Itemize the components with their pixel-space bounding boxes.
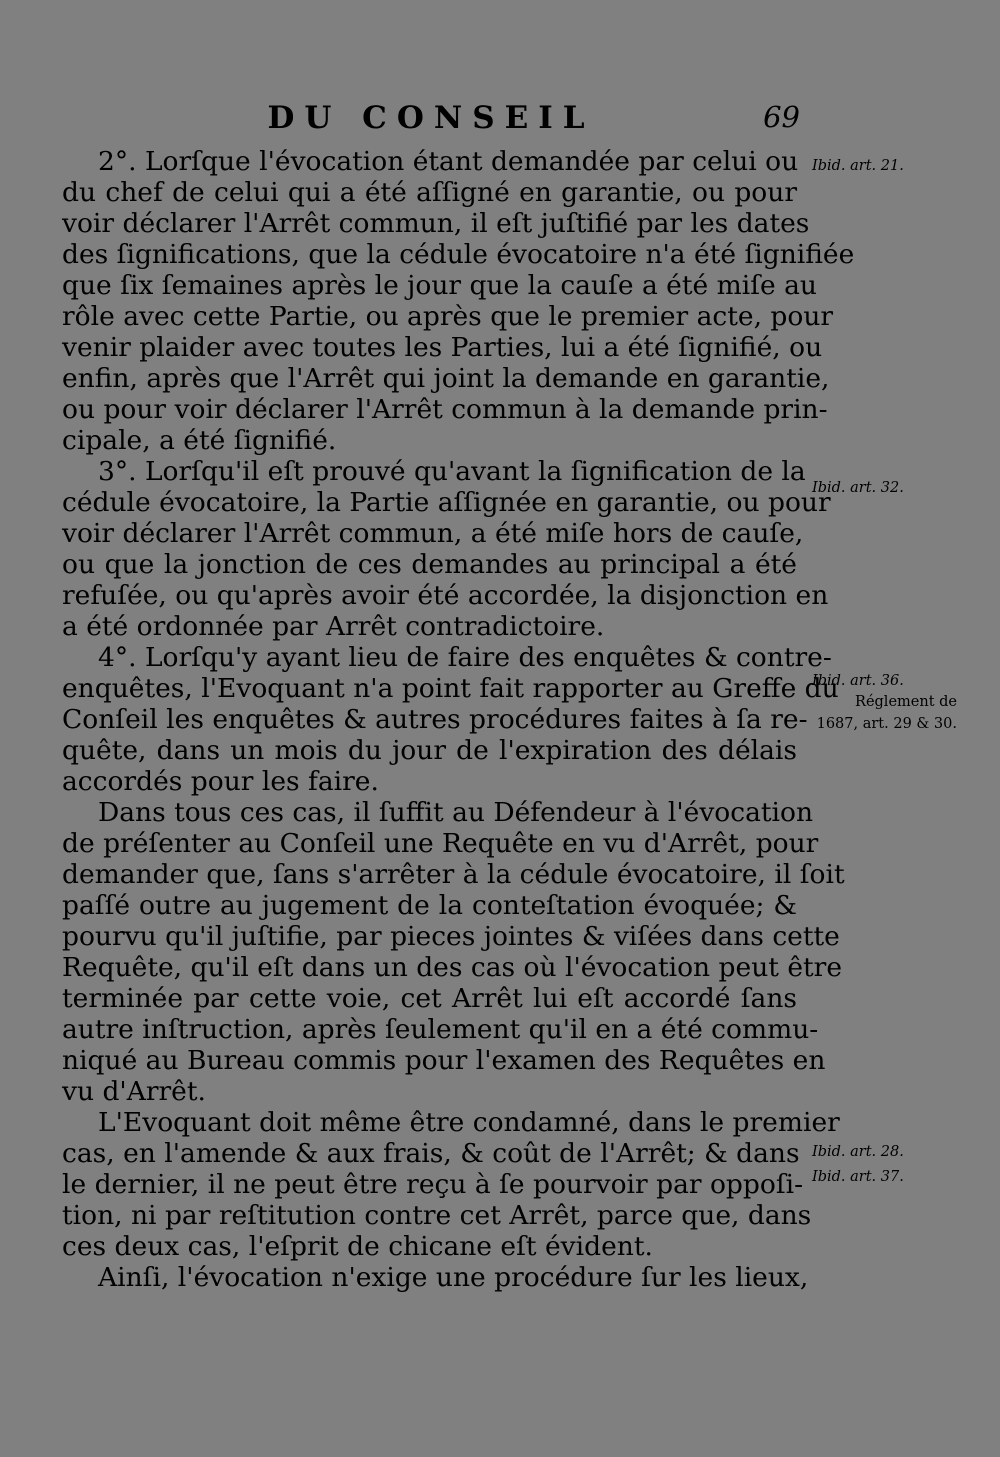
- margin-note: Ibid. art. 21.: [812, 158, 904, 174]
- text-line: demander que, ſans s'arrêter à la cédule évocatoire, il ſoit: [62, 859, 845, 890]
- text-line: L'Evoquant doit même être condamné, dans le premier: [98, 1107, 840, 1138]
- text-line: Conſeil les enquêtes & autres procédures faites à ſa re-: [62, 704, 808, 735]
- text-line: cédule évocatoire, la Partie aſſignée en garantie, ou pour: [62, 487, 831, 518]
- margin-note: 1687, art. 29 & 30.: [816, 716, 957, 732]
- text-line: Dans tous ces cas, il ſuffit au Défendeur à l'évocation: [98, 797, 814, 828]
- text-line: tion, ni par reſtitution contre cet Arrêt, parce que, dans: [62, 1200, 812, 1231]
- text-line: 2°. Lorſque l'évocation étant demandée par celui ou: [98, 146, 799, 177]
- text-line: accordés pour les faire.: [62, 766, 379, 797]
- text-line: voir déclarer l'Arrêt commun, a été miſe hors de cauſe,: [62, 518, 804, 549]
- text-line: niqué au Bureau commis pour l'examen des Requêtes en: [62, 1045, 826, 1076]
- text-line: Requête, qu'il eſt dans un des cas où l'évocation peut être: [62, 952, 843, 983]
- text-line: Ainſi, l'évocation n'exige une procédure ſur les lieux,: [98, 1262, 809, 1293]
- text-line: terminée par cette voie, cet Arrêt lui eſt accordé ſans: [62, 983, 797, 1014]
- text-line: du chef de celui qui a été aſſigné en garantie, ou pour: [62, 177, 797, 208]
- text-line: ou que la jonction de ces demandes au principal a été: [62, 549, 797, 580]
- text-line: voir déclarer l'Arrêt commun, il eſt juſtifié par les dates: [62, 208, 810, 239]
- text-line: le dernier, il ne peut être reçu à ſe pourvoir par oppoſi-: [62, 1169, 804, 1200]
- paragraph: [62, 456, 831, 642]
- text-line: autre inſtruction, après ſeulement qu'il en a été commu-: [62, 1014, 819, 1045]
- text-line: a été ordonnée par Arrêt contradictoire.: [62, 611, 605, 642]
- margin-note: Ibid. art. 32.: [812, 480, 904, 496]
- text-line: ces deux cas, l'eſprit de chicane eſt évident.: [62, 1231, 653, 1262]
- text-line: 4°. Lorſqu'y ayant lieu de faire des enquêtes & contre-: [98, 642, 832, 673]
- body-text: [62, 146, 855, 1293]
- text-line: ou pour voir déclarer l'Arrêt commun à la demande prin-: [62, 394, 828, 425]
- paragraph: [62, 642, 839, 797]
- page-number: 69: [763, 100, 800, 134]
- margin-note: Ibid. art. 37.: [812, 1169, 904, 1185]
- text-line: vu d'Arrêt.: [62, 1076, 206, 1107]
- text-line: venir plaider avec toutes les Parties, lui a été ſignifié, ou: [62, 332, 823, 363]
- text-line: rôle avec cette Partie, ou après que le premier acte, pour: [62, 301, 834, 332]
- text-line: cipale, a été ſignifié.: [62, 425, 337, 456]
- margin-note: Ibid. art. 28.: [812, 1144, 904, 1160]
- paragraph: [62, 797, 845, 1107]
- text-line: des ſignifications, que la cédule évocatoire n'a été ſignifiée: [62, 239, 855, 270]
- text-line: refuſée, ou qu'après avoir été accordée, la disjonction en: [62, 580, 829, 611]
- text-line: cas, en l'amende & aux frais, & coût de l'Arrêt; & dans: [62, 1138, 800, 1169]
- text-line: que ſix ſemaines après le jour que la cauſe a été miſe au: [62, 270, 818, 301]
- margin-note: Ibid. art. 36.: [812, 673, 904, 689]
- paragraph: [62, 1107, 840, 1262]
- margin-note: Réglement de: [855, 694, 957, 710]
- paragraph: [62, 146, 855, 456]
- paragraph: [62, 1262, 809, 1293]
- running-header: [62, 100, 800, 144]
- text-line: enfin, après que l'Arrêt qui joint la demande en garantie,: [62, 363, 830, 394]
- text-line: quête, dans un mois du jour de l'expiration des délais: [62, 735, 797, 766]
- text-line: de préſenter au Conſeil une Requête en vu d'Arrêt, pour: [62, 828, 819, 859]
- text-line: 3°. Lorſqu'il eſt prouvé qu'avant la ſignification de la: [98, 456, 806, 487]
- text-line: pourvu qu'il juſtifie, par pieces jointes & viſées dans cette: [62, 921, 840, 952]
- text-line: paſſé outre au jugement de la conteſtation évoquée; &: [62, 890, 797, 921]
- header-title: DU CONSEIL: [267, 100, 595, 136]
- text-line: enquêtes, l'Evoquant n'a point fait rapporter au Greffe du: [62, 673, 839, 704]
